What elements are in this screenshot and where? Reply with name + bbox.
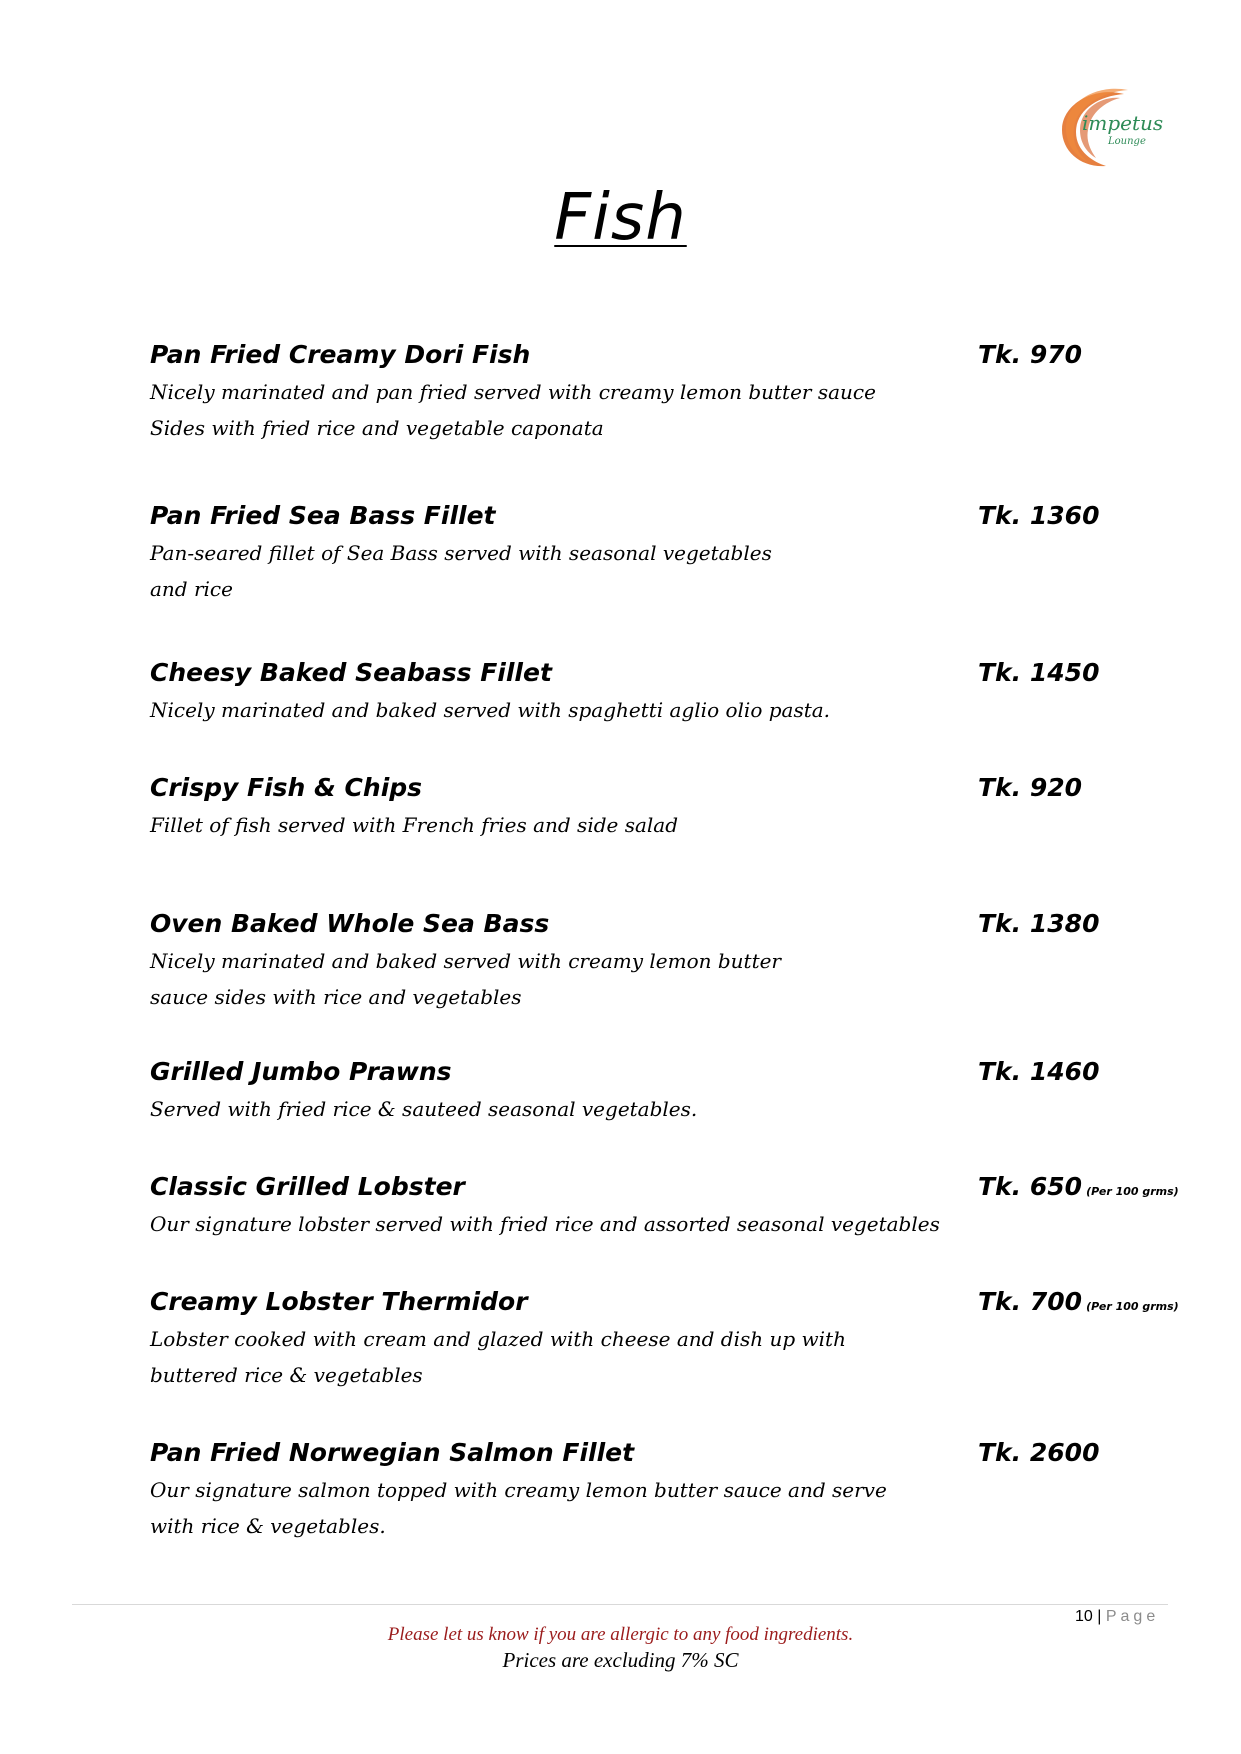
menu-item [150, 905, 1170, 1015]
item-price [978, 905, 1103, 948]
item-name: Pan Fried Norwegian Salmon Fillet [150, 1438, 635, 1467]
item-price-value: Tk. 1450 [978, 658, 1100, 687]
item-price-value: Tk. 970 [978, 340, 1083, 369]
page-title [0, 178, 1241, 258]
item-price [978, 497, 1103, 540]
item-description-line: Our signature salmon topped with creamy lemon butter sauce and serve [150, 1478, 887, 1502]
service-charge-note: Prices are excluding 7% SC [502, 1648, 739, 1672]
logo-swirl-icon [1054, 86, 1164, 172]
item-price-note: (Per 100 grms) [1086, 1185, 1179, 1198]
item-price-value: Tk. 1380 [978, 909, 1100, 938]
menu-item [150, 497, 1170, 607]
item-price-value: Tk. 920 [978, 773, 1083, 802]
allergy-note: Please let us know if you are allergic to any food ingredients. [387, 1624, 854, 1645]
page-word: Page [1105, 1608, 1160, 1625]
item-description-line: Pan-seared fillet of Sea Bass served with seasonal vegetables [150, 541, 772, 565]
item-description-line: Sides with fried rice and vegetable caponata [150, 416, 604, 440]
menu-item [150, 769, 1170, 843]
item-description-line: Nicely marinated and pan fried served with creamy lemon butter sauce [150, 380, 876, 404]
item-description-line: Served with fried rice & sauteed seasonal vegetables. [150, 1097, 698, 1121]
item-price [978, 336, 1086, 379]
item-price-value: Tk. 2600 [978, 1438, 1100, 1467]
item-price [978, 1434, 1103, 1477]
page-title-text: Fish [554, 181, 687, 255]
item-price-value: Tk. 650 [978, 1172, 1083, 1201]
item-description-line: buttered rice & vegetables [150, 1363, 423, 1387]
page-number-separator: | [1097, 1608, 1102, 1625]
footer-divider [72, 1604, 1168, 1605]
menu-item [150, 1434, 1170, 1544]
item-price [978, 1053, 1103, 1096]
menu-item [150, 1283, 1179, 1393]
item-price [978, 654, 1103, 697]
item-price-note: (Per 100 grms) [1086, 1300, 1179, 1313]
logo-word: impetus [1082, 111, 1164, 135]
impetus-lounge-logo [1054, 86, 1164, 172]
item-price-value: Tk. 700 [978, 1287, 1083, 1316]
logo-sub: Lounge [1108, 136, 1146, 147]
item-name: Crispy Fish & Chips [150, 773, 423, 802]
item-description-line: sauce sides with rice and vegetables [150, 985, 522, 1009]
item-price [978, 769, 1086, 812]
menu-item [150, 1053, 1170, 1127]
item-price [978, 1283, 1179, 1326]
item-description-line: Our signature lobster served with fried rice and assorted seasonal vegetables [150, 1212, 940, 1236]
item-description-line: Lobster cooked with cream and glazed with cheese and dish up with [150, 1327, 846, 1351]
item-name: Grilled Jumbo Prawns [150, 1057, 452, 1086]
item-name: Cheesy Baked Seabass Fillet [150, 658, 552, 687]
item-name: Pan Fried Creamy Dori Fish [150, 340, 531, 369]
item-price-value: Tk. 1360 [978, 501, 1100, 530]
item-price [978, 1168, 1179, 1211]
item-name: Oven Baked Whole Sea Bass [150, 909, 550, 938]
menu-item [150, 336, 1170, 446]
item-name: Pan Fried Sea Bass Fillet [150, 501, 496, 530]
item-description-line: and rice [150, 577, 233, 601]
menu-item [150, 1168, 1179, 1242]
item-description-line: Nicely marinated and baked served with spaghetti aglio olio pasta. [150, 698, 831, 722]
item-name: Creamy Lobster Thermidor [150, 1287, 528, 1316]
item-description-line: Fillet of fish served with French fries and side salad [150, 813, 679, 837]
item-description-line: with rice & vegetables. [150, 1514, 386, 1538]
item-description-line: Nicely marinated and baked served with creamy lemon butter [150, 949, 781, 973]
menu-item [150, 654, 1170, 728]
item-price-value: Tk. 1460 [978, 1057, 1100, 1086]
item-name: Classic Grilled Lobster [150, 1172, 465, 1201]
page-number-value: 10 [1075, 1608, 1093, 1625]
